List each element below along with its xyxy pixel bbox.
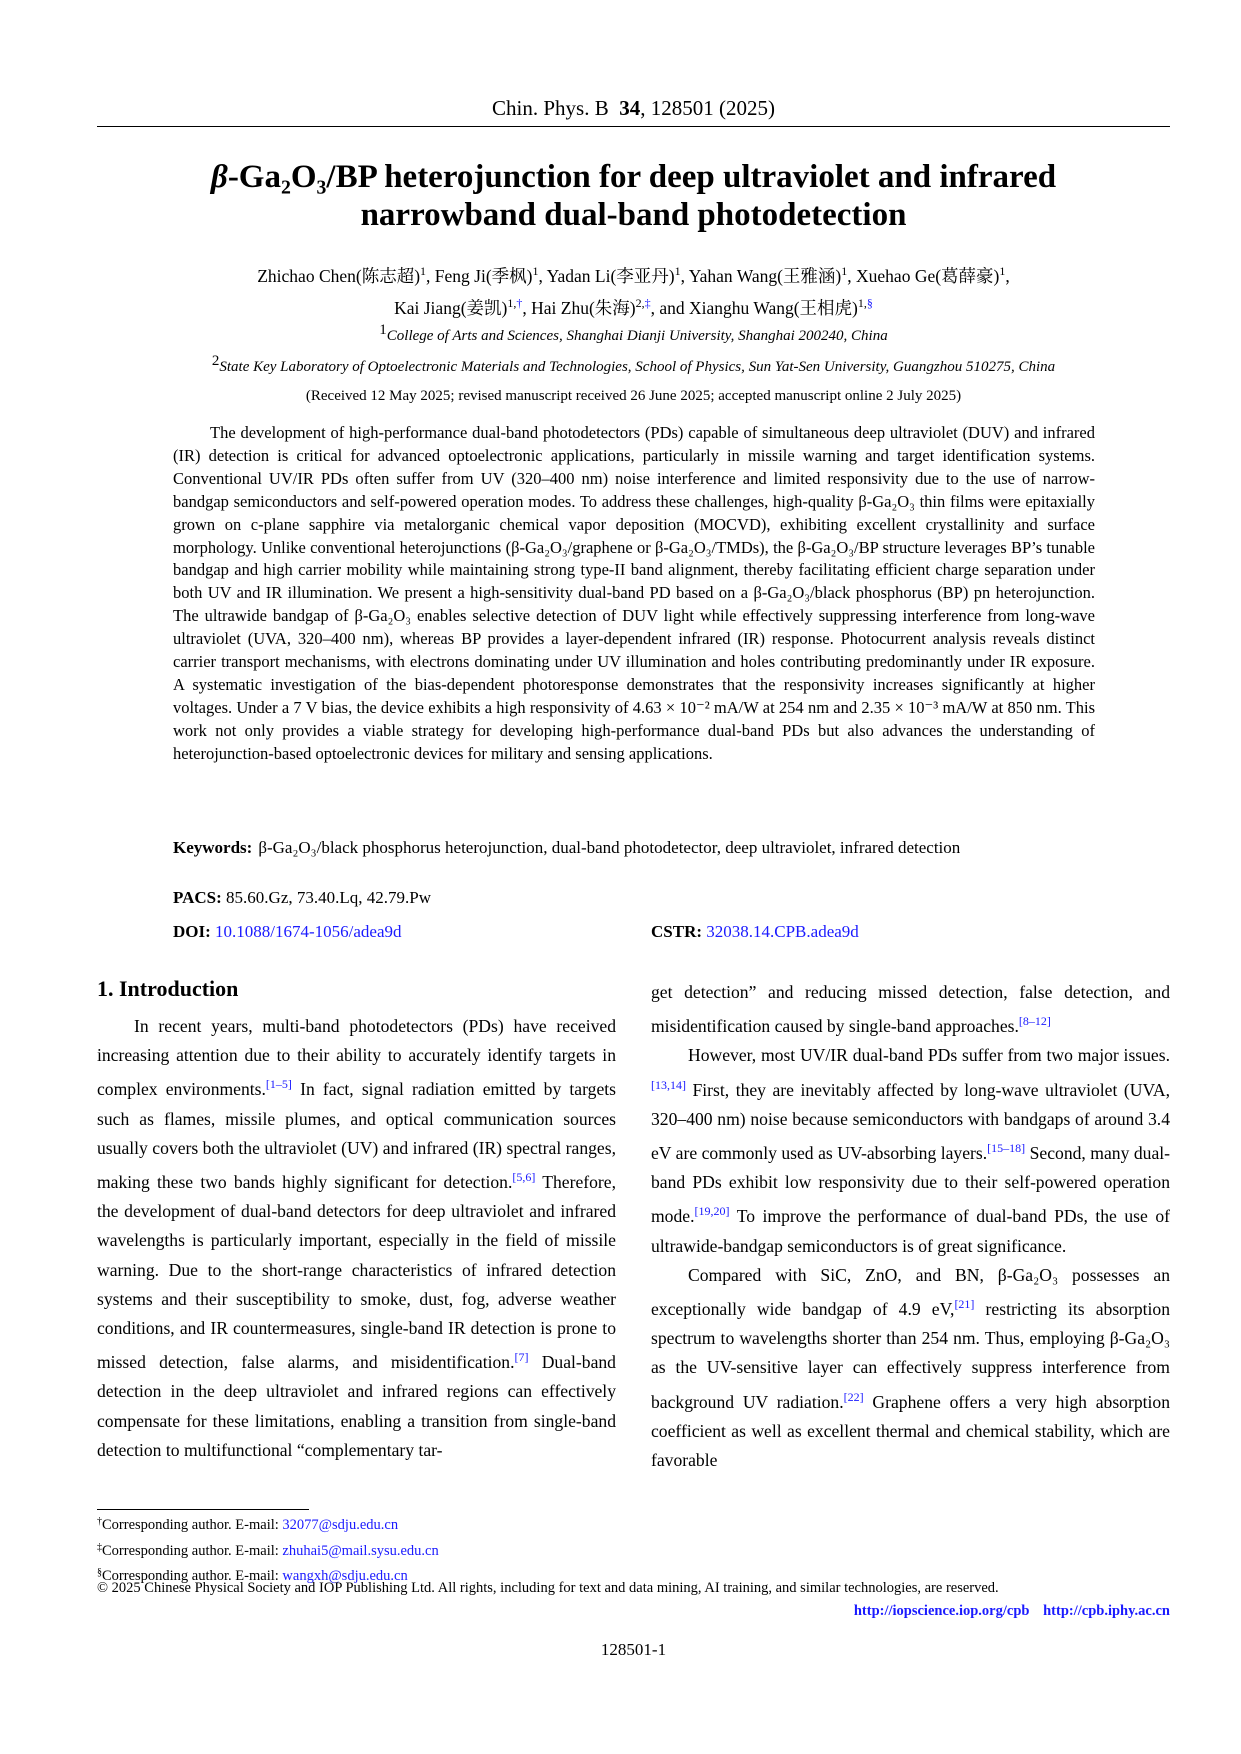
author: Feng Ji(季枫)$^1$ xyxy=(434,264,539,286)
doi-link[interactable]: 10.1088/1674-1056/adea9d xyxy=(215,922,402,941)
author: Zhichao Chen(陈志超)$^1$ xyxy=(257,264,427,286)
cpb-link[interactable]: http://cpb.iphy.ac.cn xyxy=(1043,1603,1170,1619)
paragraph: However, most UV/IR dual-band PDs suffer from two major issues.[13,14] First, they are inevitably affected by long-wave ultraviolet (UVA, 320–400 nm) noise because semiconductors with bandgaps of around 3.4 eV are commonly used as UV-absorbing layers.[15–18] Second, many dual-band PDs exhibit low responsivity due to their self-powered operation mode.[19,20] To improve the performance of dual-band PDs, the use of ultrawide-bandgap semiconductors is of great significance. xyxy=(651,1045,1170,1256)
journal-name: Chin. Phys. B xyxy=(492,96,609,120)
abstract: The development of high-performance dual-band photodetectors (PDs) capable of simultaneous deep ultraviolet (DUV) and infrared (IR) detection is critical for advanced optoelectronic applications, particularly in missile warning and target identification systems. Conventional UV/IR PDs often suffer from UV (320–400 nm) noise interference and limited responsivity due to the use of narrow-bandgap semiconductors and self-powered operation modes. To address these challenges, high-quality β-Ga₂O₃ thin films were epitaxially grown on c-plane sapphire via metalorganic chemical vapor deposition (MOCVD), exhibiting excellent crystallinity and surface morphology. Unlike conventional heterojunctions (β-Ga₂O₃/graphene or β-Ga₂O₃/TMDs), the β-Ga₂O₃/BP structure leverages BP’s tunable bandgap and high carrier mobility while maintaining strong type-II band alignment, thereby facilitating efficient charge separation under both UV and IR illumination. We present a high-sensitivity dual-band PD based on a β-Ga₂O₃/black phosphorus (BP) pn heterojunction. The ultrawide bandgap of β-Ga₂O₃ enables selective detection of DUV light while effectively suppressing interference from long-wave ultraviolet (UVA, 320–400 nm), whereas BP provides a layer-dependent infrared (IR) response. Photocurrent analysis reveals distinct carrier transport mechanisms, with electrons dominating under UV illumination and holes contributing predominantly under IR exposure. A systematic investigation of the bias-dependent photoresponse demonstrates that the responsivity increases significantly at higher voltages. Under a 7 V bias, the device exhibits a high responsivity of 4.63 × 10⁻² mA/W at 254 nm and 2.35 × 10⁻³ mA/W at 850 nm. This work not only provides a viable strategy for developing high-performance dual-band PDs but also advances the understanding of heterojunction-based optoelectronic devices for military and sensing applications. xyxy=(173,423,1095,763)
paper-title xyxy=(97,158,1170,234)
citation-link[interactable]: [13,14] xyxy=(651,1077,686,1092)
pacs-codes: 85.60.Gz, 73.40.Lq, 42.79.Pw xyxy=(226,888,431,907)
section-heading: 1. Introduction xyxy=(97,976,239,1001)
footnote-rule xyxy=(97,1509,309,1510)
intro-right-column xyxy=(651,978,1170,1475)
paragraph: get detection” and reducing missed detection, false detection, and misidentification caused by single-band approaches.[8–12] xyxy=(651,982,1170,1037)
received-dates: (Received 12 May 2025; revised manuscript received 26 June 2025; accepted manuscript online 2 July 2025) xyxy=(305,388,962,404)
citation-link[interactable]: [15–18] xyxy=(987,1141,1026,1156)
footnote: §Corresponding author. E-mail: wangxh@sdju.edu.cn xyxy=(97,1567,408,1584)
header-rule xyxy=(97,126,1170,127)
author: Hai Zhu(朱海)$^{2,\ddagger}$ xyxy=(531,295,651,318)
citation-link[interactable]: [19,20] xyxy=(694,1204,730,1219)
footnote: †Corresponding author. E-mail: 32077@sdju.edu.cn xyxy=(97,1516,399,1533)
citation-link[interactable]: [22] xyxy=(843,1389,864,1404)
affiliations xyxy=(97,318,1170,380)
author-list: Zhichao Chen(陈志超)$^1$, Feng Ji(季枫)$^1$, Yadan Li(李亚丹)$^1$, Yahan Wang(王雅涵)$^1$, Xuehao Ge(葛薛豪)$^1$, Kai Jiang(姜凯)$^{1,\dagger}$, Hai Zhu(朱海)$^{2,\ddagger}$, and Xianghu Wang(王相虎)$^{1,\S}$ xyxy=(257,264,1010,318)
author: Yadan Li(李亚丹)$^1$ xyxy=(546,264,681,286)
title-line-1: -Ga₂O₃/BP heterojunction for deep ultraviolet and infrared xyxy=(227,159,1057,195)
citation-link[interactable]: [7] xyxy=(514,1350,529,1365)
running-head xyxy=(97,96,1170,121)
keywords xyxy=(173,836,1095,860)
pacs-label: PACS: xyxy=(173,888,222,907)
affiliation-2: $^2$State Key Laboratory of Optoelectronic Materials and Technologies, School of Physics, Sun Yat-Sen University, Guangzhou 510275, China xyxy=(211,353,1056,375)
iopscience-link[interactable]: http://iopscience.iop.org/cpb xyxy=(853,1603,1030,1619)
title-line-2: narrowband dual-band photodetection xyxy=(360,197,907,233)
footnotes xyxy=(97,1511,439,1588)
doi xyxy=(173,922,402,942)
pacs xyxy=(173,888,431,908)
paragraph: In recent years, multi-band photodetectors (PDs) have received increasing attention due to their ability to accurately identify targets in complex environments.[1–5] In fact, signal radiation emitted by targets such as flames, missile plumes, and optical communication sources usually covers both the ultraviolet (UV) and infrared (IR) spectral ranges, making these two bands highly significant for detection.[5,6] Therefore, the development of dual-band detectors for deep ultraviolet and infrared wavelengths is particularly important, especially in the field of missile warning. Due to the short-range characteristics of infrared detection systems and their susceptibility to smoke, dust, fog, adverse weather conditions, and IR countermeasures, single-band IR detection is prone to missed detection, false alarms, and misidentification.[7] Dual-band detection in the deep ultraviolet and infrared regions can effectively compensate for these limitations, enabling a transition from single-band detection to multifunctional “complementary tar- xyxy=(97,1016,616,1460)
cstr-link[interactable]: 32038.14.CPB.adea9d xyxy=(706,922,859,941)
journal-urls xyxy=(844,1603,1170,1620)
cstr-label: CSTR: xyxy=(651,922,703,941)
affiliation-1: $^1$College of Arts and Sciences, Shanghai Dianji University, Shanghai 200240, China xyxy=(379,322,888,344)
keywords-text: β-Ga₂O₃/black phosphorus heterojunction, dual-band photodetector, deep ultraviolet, infrared detection xyxy=(258,838,961,857)
keywords-label: Keywords: xyxy=(173,838,253,857)
email-link[interactable]: 32077@sdju.edu.cn xyxy=(282,1517,399,1533)
author: Xuehao Ge(葛薛豪)$^1$ xyxy=(856,264,1006,286)
citation-link[interactable]: [8–12] xyxy=(1018,1014,1051,1029)
intro-left-column xyxy=(97,1012,616,1465)
paragraph: Compared with SiC, ZnO, and BN, β-Ga₂O₃ possesses an exceptionally wide bandgap of 4.9 eV,[21] restricting its absorption spectrum to wavelengths shorter than 254 nm. Thus, employing β-Ga₂O₃ as the UV-sensitive layer can effectively suppress interference from background UV radiation.[22] Graphene offers a very high absorption coefficient as well as excellent thermal and chemical stability, which are favorable xyxy=(651,1264,1170,1471)
title-beta: β xyxy=(210,159,228,195)
page-number: 128501-1 xyxy=(600,1640,667,1659)
author: Kai Jiang(姜凯)$^{1,\dagger}$ xyxy=(394,295,523,318)
article-number: , 128501 (2025) xyxy=(640,96,775,120)
citation-link[interactable]: [21] xyxy=(954,1297,975,1312)
footnote: ‡Corresponding author. E-mail: zhuhai5@mail.sysu.edu.cn xyxy=(97,1541,439,1559)
cstr xyxy=(651,922,859,942)
citation-link[interactable]: [1–5] xyxy=(265,1077,292,1092)
email-link[interactable]: zhuhai5@mail.sysu.edu.cn xyxy=(282,1542,439,1559)
copyright-notice: © 2025 Chinese Physical Society and IOP Publishing Ltd. All rights, including for text and data mining, AI training, and similar technologies, are reserved. xyxy=(97,1580,999,1596)
citation-link[interactable]: [5,6] xyxy=(512,1170,536,1185)
author: Yahan Wang(王雅涵)$^1$ xyxy=(688,264,848,286)
journal-volume: 34 xyxy=(619,96,641,120)
email-link[interactable]: wangxh@sdju.edu.cn xyxy=(282,1568,408,1584)
author: Xianghu Wang(王相虎)$^{1,\S}$ xyxy=(689,295,873,318)
doi-label: DOI: xyxy=(173,922,211,941)
